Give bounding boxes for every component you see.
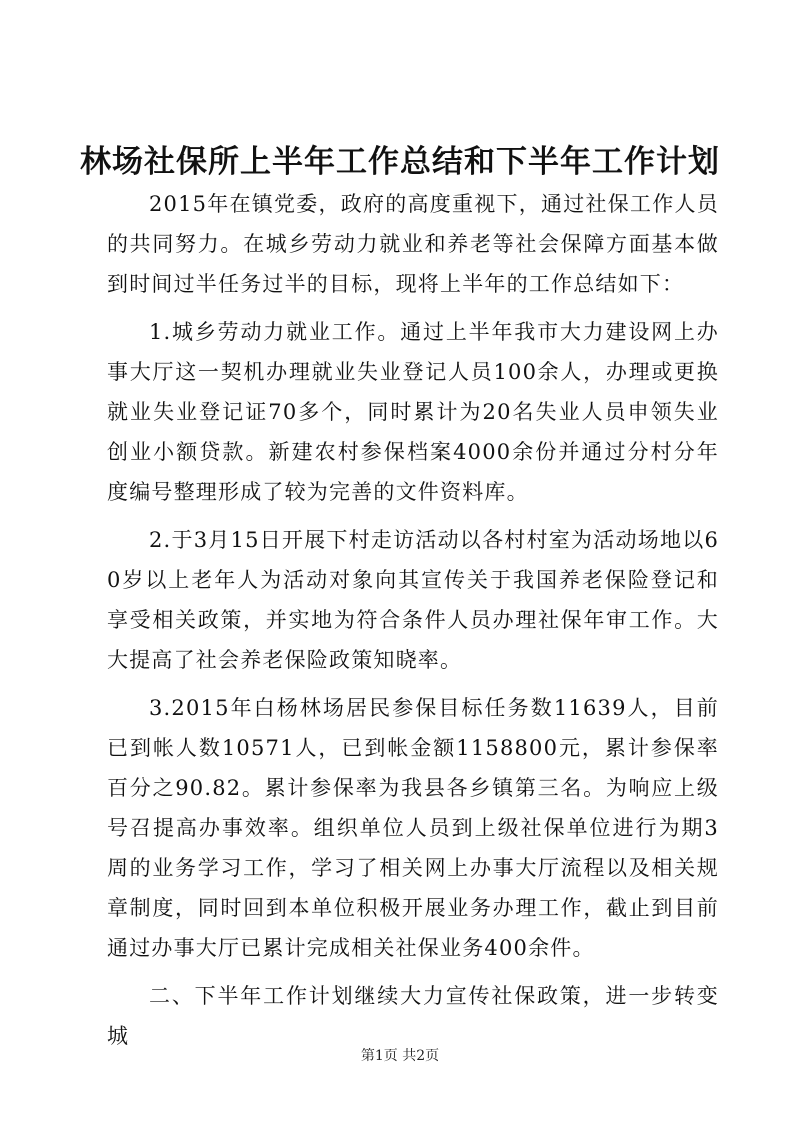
page-number-footer: 第1页 共2页 (360, 1048, 440, 1064)
document-title: 林场社保所上半年工作总结和下半年工作计划 (80, 144, 720, 180)
paragraph-insurance-stats: 3.2015年白杨林场居民参保目标任务数11639人，目前已到帐人数10571人，已到帐金额1158800元，累计参保率百分之90.82。累计参保率为我县各乡镇第三名。为响应上级号召提高办事效率。组织单位人员到上级社保单位进行为期3周的业务学习工作，学习了相关网上办事大厅流程以及相关规章制度，同时回到本单位积极开展业务办理工作，截止到目前通过办事大厅已累计完成相关社保业务400余件。 (107, 696, 719, 960)
paragraph-outreach: 2.于3月15日开展下村走访活动以各村村室为活动场地以60岁以上老年人为活动对象向其宣传关于我国养老保险登记和享受相关政策，并实地为符合条件人员办理社保年审工作。大大提高了社会养老保险政策知晓率。 (107, 528, 719, 672)
paragraph-intro: 2015年在镇党委，政府的高度重视下，通过社保工作人员的共同努力。在城乡劳动力就业和养老等社会保障方面基本做到时间过半任务过半的目标，现将上半年的工作总结如下： (107, 192, 719, 296)
document-body (107, 184, 719, 1056)
paragraph-employment: 1.城乡劳动力就业工作。通过上半年我市大力建设网上办事大厅这一契机办理就业失业登记人员100余人，办理或更换就业失业登记证70多个，同时累计为20名失业人员申领失业创业小额贷款。新建农村参保档案4000余份并通过分村分年度编号整理形成了较为完善的文件资料库。 (107, 320, 719, 504)
paragraph-second-half-plan: 二、下半年工作计划继续大力宣传社保政策，进一步转变城 (107, 984, 719, 1048)
